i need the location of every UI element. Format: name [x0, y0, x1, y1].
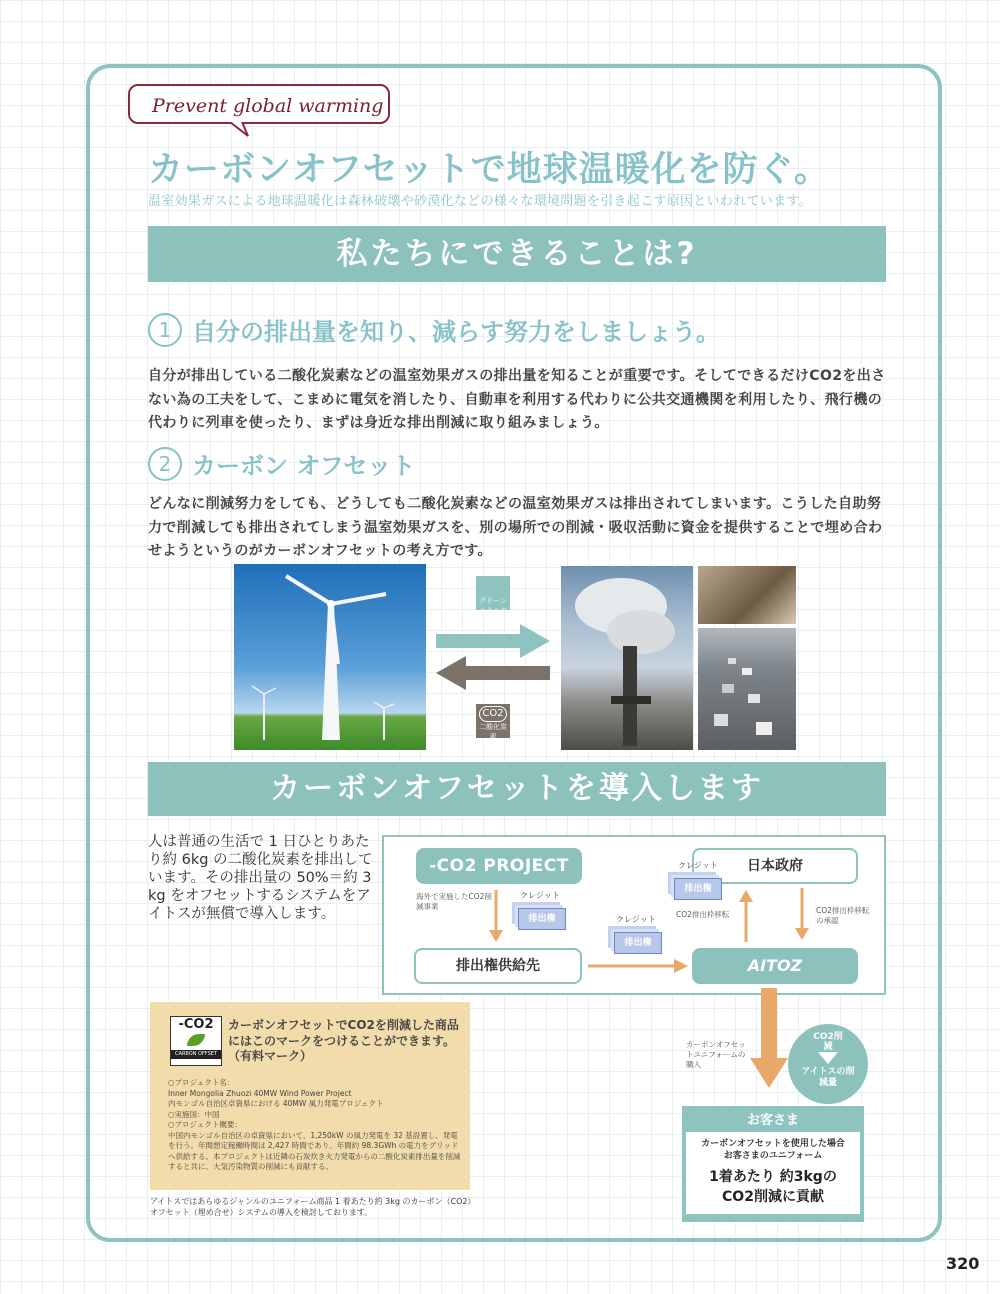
intro-text: 人は普通の生活で 1 日ひとりあたり約 6kg の二酸化炭素を排出しています。その排出量の 50%＝約 3 kg をオフセットするシステムをアイトスが無償で導入します。: [148, 834, 373, 922]
section2-title: カーボン オフセット: [192, 452, 416, 480]
mark-footer: アイトスではあらゆるジャンルのユニフォーム商品 1 着あたり約 3kg のカーボン（CO2）オフセット（埋め合せ）システムの導入を検討しております。: [150, 1197, 476, 1217]
band-what-we-can-do: 私たちにできることは?: [148, 226, 886, 282]
country-label: ○実施国：中国: [168, 1109, 220, 1119]
arrow-down-gov-icon: [792, 888, 812, 942]
arrow-left-icon: [436, 656, 550, 690]
circle-top: CO2削減: [813, 1032, 843, 1052]
section1-title: 自分の排出量を知り、減らす努力をしましょう。: [192, 318, 720, 346]
circle-bottom: アイトスの削減量: [801, 1067, 855, 1088]
co2-cloud-icon: [476, 704, 510, 741]
section1-number: 1: [148, 313, 182, 347]
page-subline: 温室効果ガスによる地球温暖化は森林破壊や砂漠化などの様々な環境問題を引き起こす原因といわれています。: [148, 194, 812, 209]
overseas-note: 海外で実施したCO2削減事業: [416, 892, 492, 911]
section2-body: どんなに削減努力をしても、どうしても二酸化炭素などの温室効果ガスは排出されてしまいます。こうした自助努力で削減しても排出されてしまう温室効果ガスを、別の場所での削減・吸収活動に資金を提供することで埋め合わせようというのがカーボンオフセットの考え方です。: [148, 496, 883, 559]
supplier-box: 排出権供給先: [414, 948, 582, 984]
green-energy-label: グリーンエネルギー: [479, 597, 507, 625]
customer-box: [682, 1106, 864, 1222]
emission-ticket-1: 排出権: [518, 908, 566, 930]
customer-line2: お客さまのユニフォーム: [723, 1151, 823, 1161]
credit-label-3: クレジット: [678, 861, 718, 870]
tag-label: Prevent global warming: [128, 84, 390, 124]
section2-number: 2: [148, 447, 182, 481]
circle-down-arrow-icon: [818, 1052, 838, 1064]
customer-head: お客さま: [746, 1113, 799, 1128]
arrow-down-customer-icon: [750, 988, 788, 1088]
customer-body: [686, 1132, 860, 1214]
page-number: 320: [946, 1254, 980, 1273]
customer-big1: 1着あたり 約3kgの: [709, 1169, 837, 1185]
section1-body: 自分が排出している二酸化炭素などの温室効果ガスの排出量を知ることが重要です。そしてできるだけCO2を出さない為の工夫をして、こまめに電気を消したり、自動車を利用する代わりに公共交通機関を利用したり、飛行機の代わりに列車を使ったり、まずは身近な排出削減に取り組みましょう。: [148, 368, 886, 431]
project-name-en: Inner Mongolia Zhuozi 40MW Wind Power Project: [168, 1088, 352, 1098]
section2-heading: [148, 446, 415, 481]
approval-note: CO2排出枠移転の承認: [816, 906, 870, 925]
wind-turbine-illustration: [234, 564, 426, 750]
section1-heading: [148, 312, 720, 347]
project-name-ja: 内モンゴル自治区卓資県における 40MW 風力発電プロジェクト: [168, 1099, 384, 1108]
summary-text: 中国内モンゴル自治区の卓資県において、1,250kW の風力発電を 32 基設置し、発電を行う。年間想定稼働時間は 2,427 時間であり、年間約 98.3GWh の電力をグリッドへ供給する。本プロジェクトは近隣の石炭炊き火力発電からの二酸化炭素排出量を削減すると共に、大気汚染物質の削減にも貢献する。: [168, 1130, 461, 1171]
emission-ticket-2: 排出権: [614, 932, 662, 954]
wind-turbine-photo: [234, 564, 426, 750]
arrow-right-icon: [436, 624, 550, 658]
carbon-offset-logo: [170, 1016, 222, 1066]
project-name-label: ○プロジェクト名：: [168, 1078, 235, 1087]
leaf-icon: [187, 1034, 205, 1046]
co2-project-box: -CO2 PROJECT: [416, 848, 582, 884]
transfer-note: CO2排出枠移転: [676, 910, 730, 919]
credit-label-2: クレジット: [616, 915, 656, 924]
kitchen-photo: [698, 566, 796, 624]
customer-line1: カーボンオフセットを使用した場合: [701, 1139, 845, 1149]
logo-sub: CARBON OFFSET: [171, 1050, 221, 1059]
page-headline: カーボンオフセットで地球温暖化を防ぐ。: [148, 150, 830, 190]
co2-sub-label: 二酸化炭素: [479, 723, 507, 741]
credit-label-1: クレジット: [520, 891, 560, 900]
aitoz-box: AITOZ: [692, 948, 858, 984]
mark-title: カーボンオフセットでCO2を削減した商品にはこのマークをつけることができます。（有料マーク）: [228, 1018, 459, 1063]
green-energy-icon: [476, 576, 510, 625]
summary-label: ○プロジェクト概要：: [168, 1120, 242, 1129]
factory-smoke-photo: [561, 566, 693, 750]
japan-government-box: 日本政府: [692, 848, 858, 884]
emission-ticket-3: 排出権: [674, 878, 722, 900]
purchase-note: カーボンオフセットユニフォームの購入: [686, 1040, 746, 1069]
mark-details: [168, 1078, 464, 1173]
reduction-circle: [788, 1024, 868, 1104]
tag-tail: [228, 122, 252, 140]
customer-big2: CO2削減に貢献: [722, 1189, 824, 1205]
arrow-right-supply-icon: [588, 956, 688, 976]
logo-text: -CO2: [178, 1017, 214, 1032]
factory-illustration: [561, 566, 693, 750]
arrow-down-project-icon: [486, 890, 506, 942]
band-introduce-offset: カーボンオフセットを導入します: [148, 762, 886, 816]
arrow-up-aitoz-icon: [736, 888, 756, 942]
traffic-illustration: [698, 628, 796, 750]
co2-label: CO2: [479, 706, 507, 722]
traffic-jam-photo: [698, 628, 796, 750]
